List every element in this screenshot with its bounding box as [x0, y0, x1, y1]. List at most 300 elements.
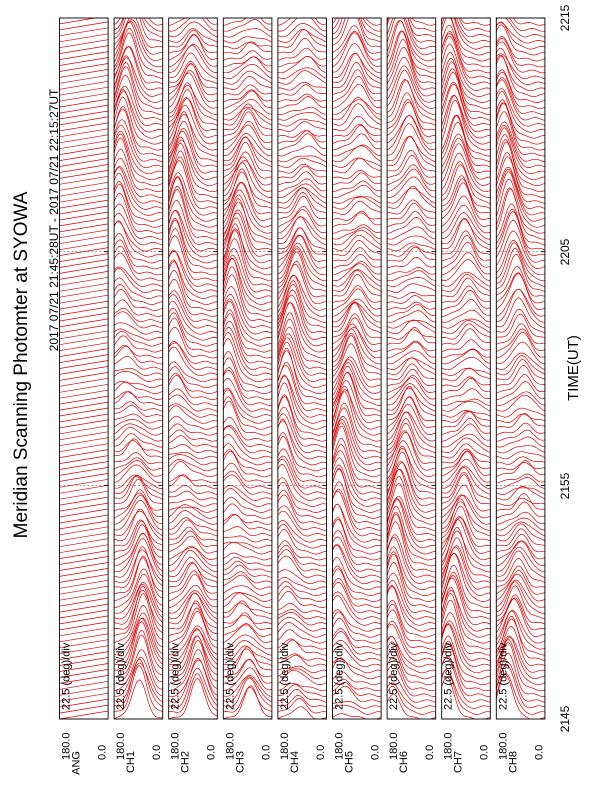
trace-line	[114, 356, 163, 370]
trace-line	[333, 274, 382, 296]
trace-line	[496, 14, 545, 31]
trace-line	[278, 577, 327, 589]
trace-line	[387, 47, 436, 89]
trace-line	[223, 12, 272, 25]
trace-line	[387, 320, 436, 334]
trace-line	[442, 434, 491, 447]
trace-line	[387, 397, 436, 427]
trace-line	[496, 414, 545, 428]
trace-line	[114, 278, 163, 299]
trace-line	[442, 466, 491, 489]
trace-line	[169, 416, 218, 429]
trace-line	[169, 261, 218, 304]
trace-line	[169, 64, 218, 95]
trace-line	[442, 0, 491, 31]
trace-line	[114, 240, 163, 269]
trace-line	[496, 474, 545, 483]
trace-line	[496, 488, 545, 495]
trace-line	[496, 324, 545, 345]
trace-line	[496, 582, 545, 614]
trace-line	[387, 586, 436, 631]
trace-line	[278, 179, 327, 192]
trace-line	[387, 581, 436, 620]
trace-line	[169, 347, 218, 376]
trace-line	[442, 253, 491, 275]
trace-line	[387, 80, 436, 120]
trace-line	[114, 521, 163, 553]
trace-line	[223, 625, 272, 643]
y-bottom-label: 0.0	[424, 744, 437, 760]
trace-line	[333, 3, 382, 42]
trace-line	[169, 291, 218, 323]
panel-traces	[114, 0, 163, 719]
trace-line	[496, 365, 545, 386]
trace-line	[114, 253, 163, 281]
trace-line	[442, 495, 491, 524]
trace-line	[333, 610, 382, 632]
trace-line	[333, 170, 382, 178]
trace-line	[442, 349, 491, 364]
trace-line	[278, 591, 327, 607]
trace-line	[278, 5, 327, 25]
trace-line	[496, 518, 545, 530]
panel-frame	[333, 18, 382, 719]
trace-line	[278, 449, 327, 483]
trace-line	[169, 295, 218, 329]
trace-line	[496, 414, 545, 423]
trace-line	[114, 392, 163, 400]
trace-line	[387, 341, 436, 352]
trace-line	[223, 134, 272, 156]
trace-line	[442, 3, 491, 49]
trace-line	[114, 158, 163, 197]
trace-line	[496, 551, 545, 578]
trace-line	[223, 592, 272, 601]
trace-line	[387, 384, 436, 406]
trace-line	[114, 323, 163, 334]
trace-line	[496, 392, 545, 406]
trace-line	[223, 401, 272, 435]
trace-line	[169, 527, 218, 541]
trace-line	[496, 70, 545, 103]
trace-line	[278, 131, 327, 144]
trace-line	[387, 0, 436, 25]
trace-line	[442, 329, 491, 345]
trace-line	[114, 284, 163, 304]
trace-line	[223, 137, 272, 162]
trace-line	[278, 348, 327, 399]
trace-line	[169, 574, 218, 601]
trace-line	[387, 217, 436, 233]
panel-label: CH8	[507, 751, 520, 774]
trace-line	[223, 229, 272, 269]
panels	[60, 0, 546, 775]
trace-line	[496, 502, 545, 518]
trace-line	[387, 535, 436, 578]
trace-line	[278, 550, 327, 572]
trace-line	[496, 100, 545, 139]
trace-line	[333, 228, 382, 240]
trace-line	[333, 270, 382, 291]
trace-line	[169, 485, 218, 494]
trace-line	[223, 338, 272, 381]
trace-line	[114, 439, 163, 458]
x-tick-label: 2155	[558, 472, 572, 500]
trace-line	[223, 434, 272, 459]
trace-line	[333, 465, 382, 507]
trace-line	[223, 121, 272, 143]
trace-line	[169, 343, 218, 364]
trace-line	[169, 44, 218, 66]
trace-line	[333, 423, 382, 471]
trace-line	[387, 200, 436, 214]
trace-line	[223, 504, 272, 519]
trace-line	[278, 490, 327, 518]
trace-line	[496, 494, 545, 511]
panel-traces	[442, 0, 491, 720]
trace-line	[387, 278, 436, 287]
trace-line	[496, 375, 545, 394]
trace-line	[223, 125, 272, 150]
trace-line	[442, 260, 491, 281]
trace-line	[333, 582, 382, 613]
trace-line	[223, 586, 272, 596]
panel-ch5	[333, 0, 382, 773]
trace-line	[333, 230, 382, 245]
trace-line	[223, 475, 272, 495]
trace-line	[333, 248, 382, 262]
trace-line	[278, 172, 327, 186]
trace-line	[278, 85, 327, 96]
trace-line	[387, 284, 436, 293]
y-bottom-label: 0.0	[96, 744, 109, 760]
trace-line	[333, 482, 382, 525]
trace-line	[278, 164, 327, 173]
trace-line	[333, 262, 382, 275]
trace-line	[223, 142, 272, 172]
panel-ch3	[223, 12, 272, 773]
trace-line	[333, 185, 382, 197]
trace-line	[223, 37, 272, 43]
trace-line	[333, 318, 382, 345]
panel-scale-label: 22.5 (deg)/div	[442, 642, 455, 710]
trace-line	[169, 210, 218, 251]
trace-line	[278, 217, 327, 239]
y-bottom-label: 0.0	[533, 744, 546, 760]
trace-line	[333, 451, 382, 495]
y-bottom-label: 0.0	[260, 744, 273, 760]
trace-line	[114, 92, 163, 133]
trace-line	[114, 490, 163, 518]
panel-frame	[496, 18, 545, 719]
trace-line	[333, 84, 382, 108]
trace-line	[114, 0, 163, 31]
trace-line	[333, 537, 382, 572]
trace-line	[278, 586, 327, 601]
trace-line	[169, 430, 218, 441]
trace-line	[496, 209, 545, 250]
panel-scale-label: 22.5 (deg)/div	[278, 642, 291, 710]
y-top-label: 180.0	[224, 732, 237, 760]
trace-line	[223, 390, 272, 424]
trace-line	[442, 44, 491, 91]
trace-line	[333, 44, 382, 73]
panel-scale-label: 22.5 (deg)/div	[388, 642, 401, 710]
trace-line	[223, 603, 272, 614]
trace-line	[223, 515, 272, 531]
trace-line	[442, 310, 491, 322]
trace-line	[333, 33, 382, 67]
trace-line	[387, 137, 436, 162]
trace-line	[223, 332, 272, 375]
panel-scale-label: 22.5 (deg)/div	[169, 642, 182, 710]
panel-label: CH3	[234, 751, 247, 774]
trace-line	[114, 268, 163, 292]
trace-line	[496, 486, 545, 500]
trace-line	[387, 302, 436, 310]
panel-ch2	[169, 8, 218, 774]
trace-line	[333, 314, 382, 338]
trace-line	[333, 70, 382, 95]
y-top-label: 180.0	[60, 732, 73, 760]
y-top-label: 180.0	[115, 732, 128, 760]
panel-label: CH4	[288, 751, 301, 774]
trace-line	[223, 351, 272, 387]
panel-ch8	[496, 6, 545, 773]
trace-line	[169, 557, 218, 577]
trace-line	[278, 188, 327, 209]
trace-line	[387, 330, 436, 340]
trace-line	[278, 38, 327, 53]
trace-line	[223, 299, 272, 341]
trace-line	[169, 562, 218, 582]
trace-line	[223, 553, 272, 560]
trace-line	[114, 424, 163, 435]
trace-line	[169, 491, 218, 500]
trace-line	[169, 189, 218, 239]
trace-line	[169, 250, 218, 293]
trace-line	[169, 461, 218, 476]
trace-line	[114, 475, 163, 499]
trace-line	[333, 158, 382, 173]
trace-line	[442, 319, 491, 328]
trace-line	[169, 271, 218, 311]
trace-line	[387, 562, 436, 607]
trace-line	[387, 246, 436, 256]
trace-line	[223, 112, 272, 137]
trace-line	[114, 465, 163, 483]
trace-line	[496, 89, 545, 127]
trace-line	[169, 373, 218, 394]
trace-line	[442, 62, 491, 109]
trace-line	[333, 235, 382, 250]
trace-line	[223, 444, 272, 465]
trace-line	[387, 177, 436, 197]
trace-line	[278, 217, 327, 245]
trace-line	[169, 34, 218, 53]
y-top-label: 180.0	[169, 732, 182, 760]
trace-line	[496, 574, 545, 601]
trace-line	[169, 177, 218, 227]
trace-line	[114, 21, 163, 61]
trace-line	[169, 436, 218, 447]
panel-label: CH1	[125, 751, 138, 774]
trace-line	[387, 573, 436, 614]
trace-line	[278, 122, 327, 132]
x-tick-label: 2205	[558, 238, 572, 266]
trace-line	[223, 358, 272, 394]
trace-line	[169, 362, 218, 382]
trace-line	[333, 173, 382, 185]
panel-label: CH5	[343, 751, 356, 774]
trace-line	[333, 126, 382, 144]
trace-line	[278, 158, 327, 167]
trace-line	[442, 300, 491, 317]
trace-line	[387, 604, 436, 643]
trace-line	[169, 73, 218, 108]
panel-traces	[60, 16, 109, 719]
y-top-label: 180.0	[388, 732, 401, 760]
trace-line	[223, 314, 272, 359]
trace-line	[114, 493, 163, 511]
trace-line	[278, 414, 327, 453]
trace-line	[496, 266, 545, 296]
trace-line	[387, 236, 436, 245]
y-bottom-label: 0.0	[314, 744, 327, 760]
trace-line	[333, 53, 382, 78]
trace-line	[278, 545, 327, 566]
panel-scale-label: 22.5 (deg)/div	[224, 642, 237, 710]
trace-line	[333, 612, 382, 637]
trace-line	[387, 364, 436, 380]
trace-line	[169, 500, 218, 507]
y-bottom-label: 0.0	[205, 744, 218, 760]
trace-line	[223, 417, 272, 441]
panel-traces	[169, 8, 218, 720]
trace-line	[496, 142, 545, 192]
panel-traces	[387, 0, 436, 720]
trace-line	[333, 0, 382, 37]
chart-title: Meridian Scanning Photomter at SYOWA	[11, 191, 32, 539]
trace-line	[387, 102, 436, 137]
trace-line	[387, 305, 436, 317]
trace-line	[333, 241, 382, 256]
trace-line	[169, 53, 218, 79]
trace-line	[223, 378, 272, 411]
trace-line	[496, 457, 545, 465]
trace-line	[333, 0, 382, 25]
trace-line	[387, 0, 436, 31]
trace-line	[387, 271, 436, 281]
trace-line	[387, 388, 436, 411]
y-top-label: 180.0	[278, 732, 291, 760]
panel-label: CH7	[452, 751, 465, 774]
trace-line	[169, 8, 218, 26]
trace-line	[387, 514, 436, 566]
x-tick-label: 2215	[558, 4, 572, 32]
panel-ch6	[387, 0, 436, 773]
trace-line	[387, 292, 436, 298]
trace-line	[223, 557, 272, 566]
trace-line	[169, 308, 218, 340]
panel-scale-label: 22.5 (deg)/div	[115, 642, 128, 710]
trace-line	[114, 479, 163, 504]
trace-line	[333, 254, 382, 268]
trace-line	[442, 378, 491, 393]
trace-line	[278, 421, 327, 459]
y-bottom-label: 0.0	[369, 744, 382, 760]
trace-line	[223, 107, 272, 120]
trace-line	[333, 0, 382, 31]
trace-line	[278, 68, 327, 79]
trace-line	[496, 360, 545, 380]
panel-ch7	[442, 0, 491, 773]
trace-line	[278, 529, 327, 554]
trace-line	[333, 504, 382, 542]
trace-line	[496, 23, 545, 43]
panel-ch4	[278, 5, 327, 773]
trace-line	[387, 165, 436, 186]
trace-line	[333, 299, 382, 316]
y-bottom-label: 0.0	[151, 744, 164, 760]
trace-line	[114, 168, 163, 210]
trace-line	[223, 451, 272, 477]
trace-line	[278, 524, 327, 548]
trace-line	[442, 286, 491, 303]
trace-line	[278, 96, 327, 108]
trace-line	[169, 367, 218, 388]
trace-line	[278, 48, 327, 60]
trace-line	[114, 345, 163, 358]
trace-line	[169, 318, 218, 352]
trace-line	[169, 313, 218, 347]
trace-line	[333, 458, 382, 501]
trace-line	[387, 116, 436, 150]
trace-line	[223, 514, 272, 524]
trace-line	[333, 426, 382, 477]
trace-line	[442, 0, 491, 25]
trace-line	[496, 128, 545, 174]
trace-line	[442, 452, 491, 477]
panel-ang	[60, 16, 109, 775]
trace-line	[496, 6, 545, 26]
trace-line	[496, 289, 545, 322]
trace-line	[387, 296, 436, 304]
trace-line	[114, 204, 163, 239]
panel-ch1	[114, 0, 163, 773]
trace-line	[223, 51, 272, 61]
y-bottom-label: 0.0	[478, 744, 491, 760]
panel-label: CH2	[179, 751, 192, 774]
panel-scale-label: 22.5 (deg)/div	[497, 642, 510, 710]
x-axis-label: TIME(UT)	[565, 335, 582, 401]
trace-line	[387, 498, 436, 548]
trace-line	[387, 227, 436, 239]
trace-line	[114, 134, 163, 180]
trace-line	[114, 109, 163, 156]
trace-line	[114, 246, 163, 275]
trace-line	[333, 558, 382, 590]
trace-line	[223, 527, 272, 537]
trace-line	[278, 29, 327, 42]
trace-line	[60, 16, 109, 24]
trace-line	[223, 224, 272, 275]
trace-line	[223, 370, 272, 405]
trace-line	[114, 414, 163, 423]
trace-line	[496, 534, 545, 552]
trace-line	[169, 161, 218, 209]
trace-line	[223, 450, 272, 471]
